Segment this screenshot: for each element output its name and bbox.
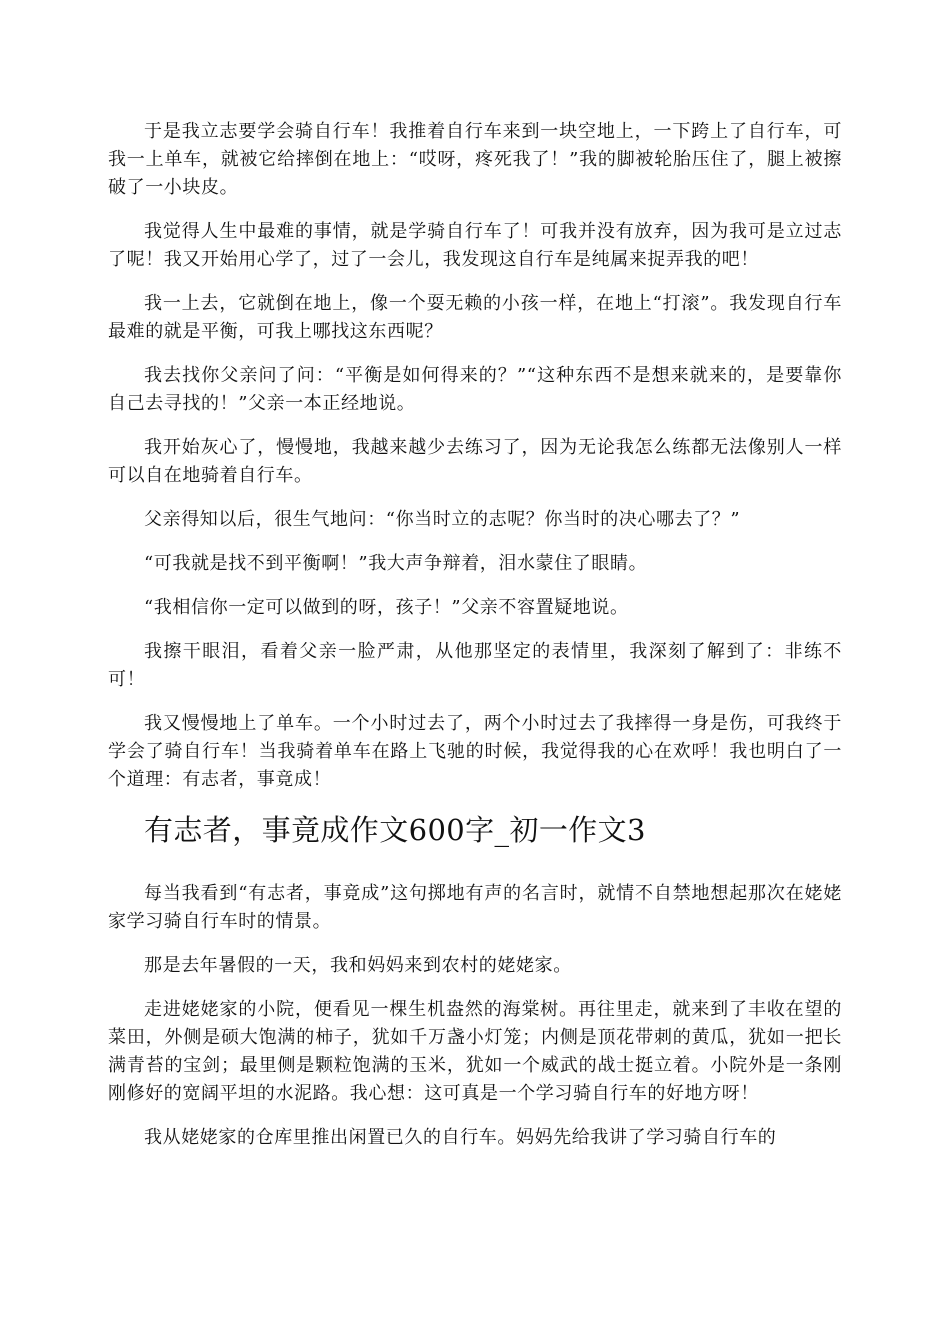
paragraph: 走进姥姥家的小院，便看见一棵生机盎然的海棠树。再往里走，就来到了丰收在望的菜田，外侧是硕大饱满的柿子，犹如千万盏小灯笼；内侧是顶花带刺的黄瓜，犹如一把长满青苔的宝剑；最里侧是颗粒饱满的玉米，犹如一个威武的战士挺立着。小院外是一条刚刚修好的宽阔平坦的水泥路。我心想：这可真是一个学习骑自行车的好地方呀！: [108, 999, 842, 1104]
document-body: [108, 118, 842, 1168]
paragraph: 我觉得人生中最难的事情，就是学骑自行车了！可我并没有放弃，因为我可是立过志了呢！我又开始用心学了，过了一会儿，我发现这自行车是纯属来捉弄我的吧！: [108, 221, 842, 270]
paragraph: 每当我看到“有志者，事竟成”这句掷地有声的名言时，就情不自禁地想起那次在姥姥家学习骑自行车时的情景。: [108, 883, 842, 932]
paragraph: 那是去年暑假的一天，我和妈妈来到农村的姥姥家。: [144, 955, 572, 976]
paragraph: 我从姥姥家的仓库里推出闲置已久的自行车。妈妈先给我讲了学习骑自行车的: [144, 1127, 777, 1148]
paragraph: “我相信你一定可以做到的呀，孩子！”父亲不容置疑地说。: [144, 597, 629, 618]
paragraph: 我一上去，它就倒在地上，像一个耍无赖的小孩一样，在地上“打滚”。我发现自行车最难的就是平衡，可我上哪找这东西呢？: [108, 293, 842, 342]
paragraph: 我开始灰心了，慢慢地，我越来越少去练习了，因为无论我怎么练都无法像别人一样可以自在地骑着自行车。: [108, 437, 842, 486]
paragraph: 我擦干眼泪，看着父亲一脸严肃，从他那坚定的表情里，我深刻了解到了：非练不可！: [108, 641, 842, 690]
paragraph: 于是我立志要学会骑自行车！我推着自行车来到一块空地上，一下跨上了自行车，可我一上单车，就被它给摔倒在地上：“哎呀，疼死我了！”我的脚被轮胎压住了，腿上被擦破了一小块皮。: [108, 121, 842, 198]
paragraph: 我又慢慢地上了单车。一个小时过去了，两个小时过去了我摔得一身是伤，可我终于学会了骑自行车！当我骑着单车在路上飞驰的时候，我觉得我的心在欢呼！我也明白了一个道理：有志者，事竟成！: [108, 713, 842, 790]
paragraph: “可我就是找不到平衡啊！”我大声争辩着，泪水蒙住了眼睛。: [144, 553, 648, 574]
paragraph: 我去找你父亲问了问：“平衡是如何得来的？”“这种东西不是想来就来的，是要靠你自己去寻找的！”父亲一本正经地说。: [108, 365, 842, 414]
paragraph: 父亲得知以后，很生气地问：“你当时立的志呢？你当时的决心哪去了？”: [144, 509, 741, 530]
section-heading: 有志者，事竟成作文600字_初一作文3: [144, 813, 646, 847]
